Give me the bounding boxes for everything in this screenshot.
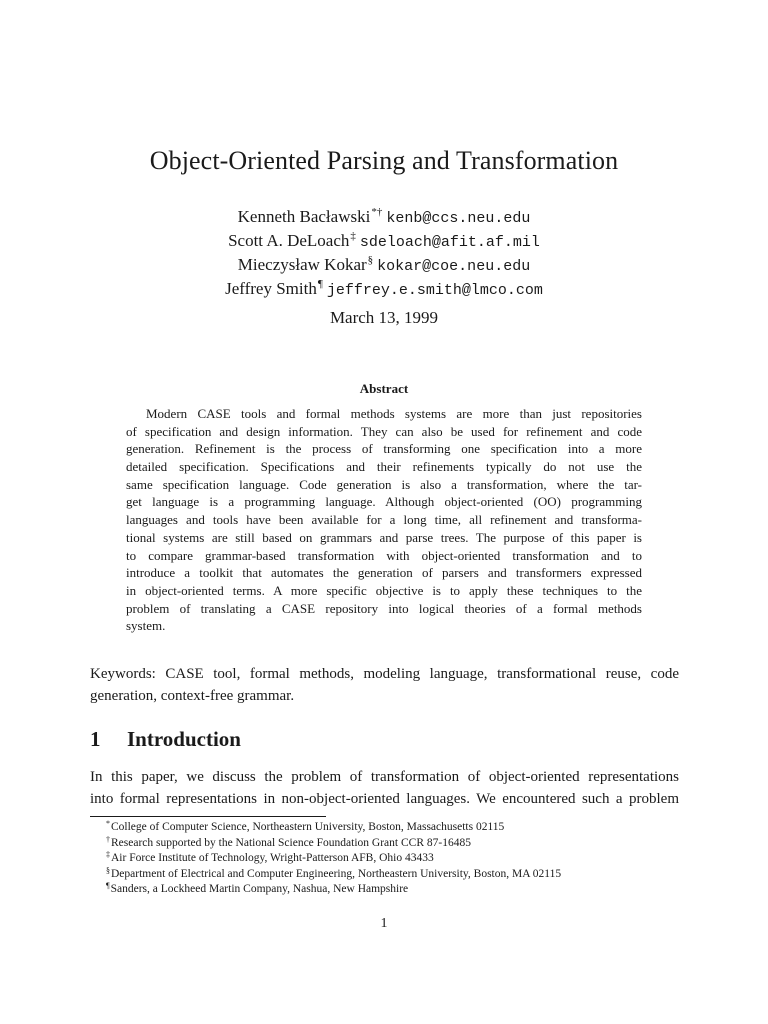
footnote-mark: § [106,865,110,875]
author-list [0,200,768,299]
footnote [90,863,690,879]
body-line: In this paper, we discuss the problem of transformation of object-oriented representations [90,769,679,785]
section-body [90,766,679,810]
author-email: jeffrey.e.smith@lmco.com [326,282,543,299]
abstract-line: languages and tools have been available for a long time, all refinement and transforma- [126,512,642,528]
section-heading [90,727,241,752]
author-email: kenb@ccs.neu.edu [386,210,531,227]
author-line [0,248,768,275]
abstract-body [126,405,642,635]
author-line [0,224,768,251]
abstract-line: system. [126,618,166,634]
abstract-line: Modern CASE tools and formal methods systems are more than just repositories [146,406,642,421]
abstract-line: detailed specification. Specifications and their refinements typically do not use the [126,459,642,475]
footnote-mark: † [106,834,110,844]
abstract-line: get language is a programming language. Although object-oriented (OO) programming [126,494,642,510]
footnote-text: Research supported by the National Science Foundation Grant CCR 87-16485 [111,836,471,849]
abstract-line: tional systems are still based on grammars and parse trees. The purpose of this paper is [126,529,642,545]
footnotes [90,816,690,894]
author-name: Mieczysław Kokar [237,255,367,274]
footnote-text: College of Computer Science, Northeastern University, Boston, Massachusetts 02115 [111,821,505,833]
footnote-text: Department of Electrical and Computer Engineering, Northeastern University, Boston, MA 02115 [111,867,562,880]
footnote [90,816,690,832]
keywords [90,663,679,707]
author-line [0,272,768,299]
keywords-line: Keywords: CASE tool, formal methods, modeling language, transformational reuse, code [90,666,679,682]
author-name: Jeffrey Smith [225,279,317,298]
paper-title: Object-Oriented Parsing and Transformation [149,146,619,175]
footnote [90,832,690,848]
footnote-mark: ‡ [106,850,110,860]
footnote-text: Air Force Institute of Technology, Wright-Patterson AFB, Ohio 43433 [111,852,434,865]
abstract-line: introduce a toolkit that automates the generation of parsers and transformers expressed [126,565,642,581]
author-email: kokar@coe.neu.edu [377,258,531,275]
abstract-line: problem of translating a CASE repository into logical theories of a formal methods [126,600,642,616]
author-line [0,200,768,227]
author-footnote-mark: § [367,254,374,266]
section-title: Introduction [127,727,241,751]
author-footnote-mark: ¶ [317,278,323,290]
keywords-line: generation, context-free grammar. [90,688,295,704]
footnote [90,878,690,894]
abstract-line: to compare grammar-based transformation with object-oriented transformation and to [126,547,642,563]
footnote-mark: * [106,819,110,828]
author-footnote-mark: *† [371,206,383,218]
author-name: Kenneth Bacławski [237,207,371,226]
paper-date: March 13, 1999 [329,308,439,327]
abstract-line: generation. Refinement is the process of transforming one specification into a more [126,441,642,457]
footnote [90,847,690,863]
body-line: into formal representations in non-object-oriented languages. We encountered such a problem [90,791,679,807]
abstract-line: same specification language. Code generation is also a transformation, where the tar- [126,476,642,492]
page-number: 1 [380,916,388,931]
footnote-mark: ¶ [106,881,110,891]
abstract-line: of specification and design information. They can also be used for refinement and code [126,423,642,439]
abstract-heading: Abstract [359,381,409,396]
author-name: Scott A. DeLoach [228,231,350,250]
author-footnote-mark: ‡ [350,230,356,242]
section-number: 1 [90,727,101,751]
author-email: sdeloach@afit.af.mil [359,234,540,251]
footnote-text: Sanders, a Lockheed Martin Company, Nashua, New Hampshire [110,883,409,896]
abstract-line: in object-oriented terms. A more specific objective is to apply these techniques to the [126,582,642,598]
